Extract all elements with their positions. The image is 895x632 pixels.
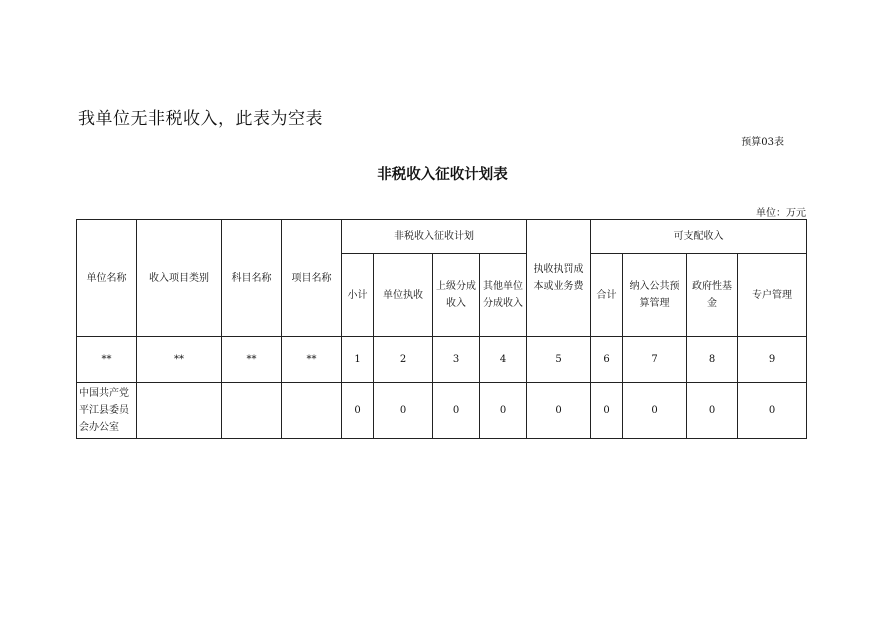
- form-code: 预算03表: [741, 137, 784, 148]
- header-disposable-group: 可支配收入: [591, 220, 807, 254]
- unit-name-cell: 中国共产党平江县委员会办公室: [77, 383, 137, 439]
- unit-label: 单位：万元: [756, 208, 806, 219]
- value-cell: 0: [342, 383, 374, 439]
- header-unit-collect: 单位执收: [374, 254, 433, 337]
- value-cell: 0: [687, 383, 738, 439]
- value-cell: 0: [591, 383, 623, 439]
- empty-table-notice: 我单位无非税收入，此表为空表: [78, 109, 323, 129]
- index-cell: 5: [527, 337, 591, 383]
- value-cell: 0: [623, 383, 687, 439]
- index-cell: **: [77, 337, 137, 383]
- income-plan-table: [76, 219, 807, 439]
- project-name-cell: [282, 383, 342, 439]
- index-cell: 1: [342, 337, 374, 383]
- value-cell: 0: [480, 383, 527, 439]
- table-title: 非税收入征收计划表: [377, 167, 508, 183]
- index-cell: **: [282, 337, 342, 383]
- value-cell: 0: [738, 383, 807, 439]
- header-project-name: 项目名称: [282, 220, 342, 337]
- header-unit-name: 单位名称: [77, 220, 137, 337]
- index-cell: 9: [738, 337, 807, 383]
- header-income-category: 收入项目类别: [137, 220, 222, 337]
- index-cell: 2: [374, 337, 433, 383]
- index-cell: 6: [591, 337, 623, 383]
- index-cell: 3: [433, 337, 480, 383]
- header-gov-fund: 政府性基金: [687, 254, 738, 337]
- index-cell: 8: [687, 337, 738, 383]
- value-cell: 0: [374, 383, 433, 439]
- header-plan-group: 非税收入征收计划: [342, 220, 527, 254]
- header-subject-name: 科目名称: [222, 220, 282, 337]
- index-cell: **: [137, 337, 222, 383]
- header-total: 合计: [591, 254, 623, 337]
- index-cell: **: [222, 337, 282, 383]
- header-subtotal: 小计: [342, 254, 374, 337]
- header-special: 专户管理: [738, 254, 807, 337]
- header-enforcement-cost: 执收执罚成本或业务费: [527, 220, 591, 337]
- income-category-cell: [137, 383, 222, 439]
- index-cell: 4: [480, 337, 527, 383]
- header-other-share: 其他单位分成收入: [480, 254, 527, 337]
- index-row: [77, 337, 807, 383]
- value-cell: 0: [433, 383, 480, 439]
- subject-name-cell: [222, 383, 282, 439]
- table-row: [77, 383, 807, 439]
- index-cell: 7: [623, 337, 687, 383]
- value-cell: 0: [527, 383, 591, 439]
- header-superior-share: 上级分成收入: [433, 254, 480, 337]
- header-public-budget: 纳入公共预算管理: [623, 254, 687, 337]
